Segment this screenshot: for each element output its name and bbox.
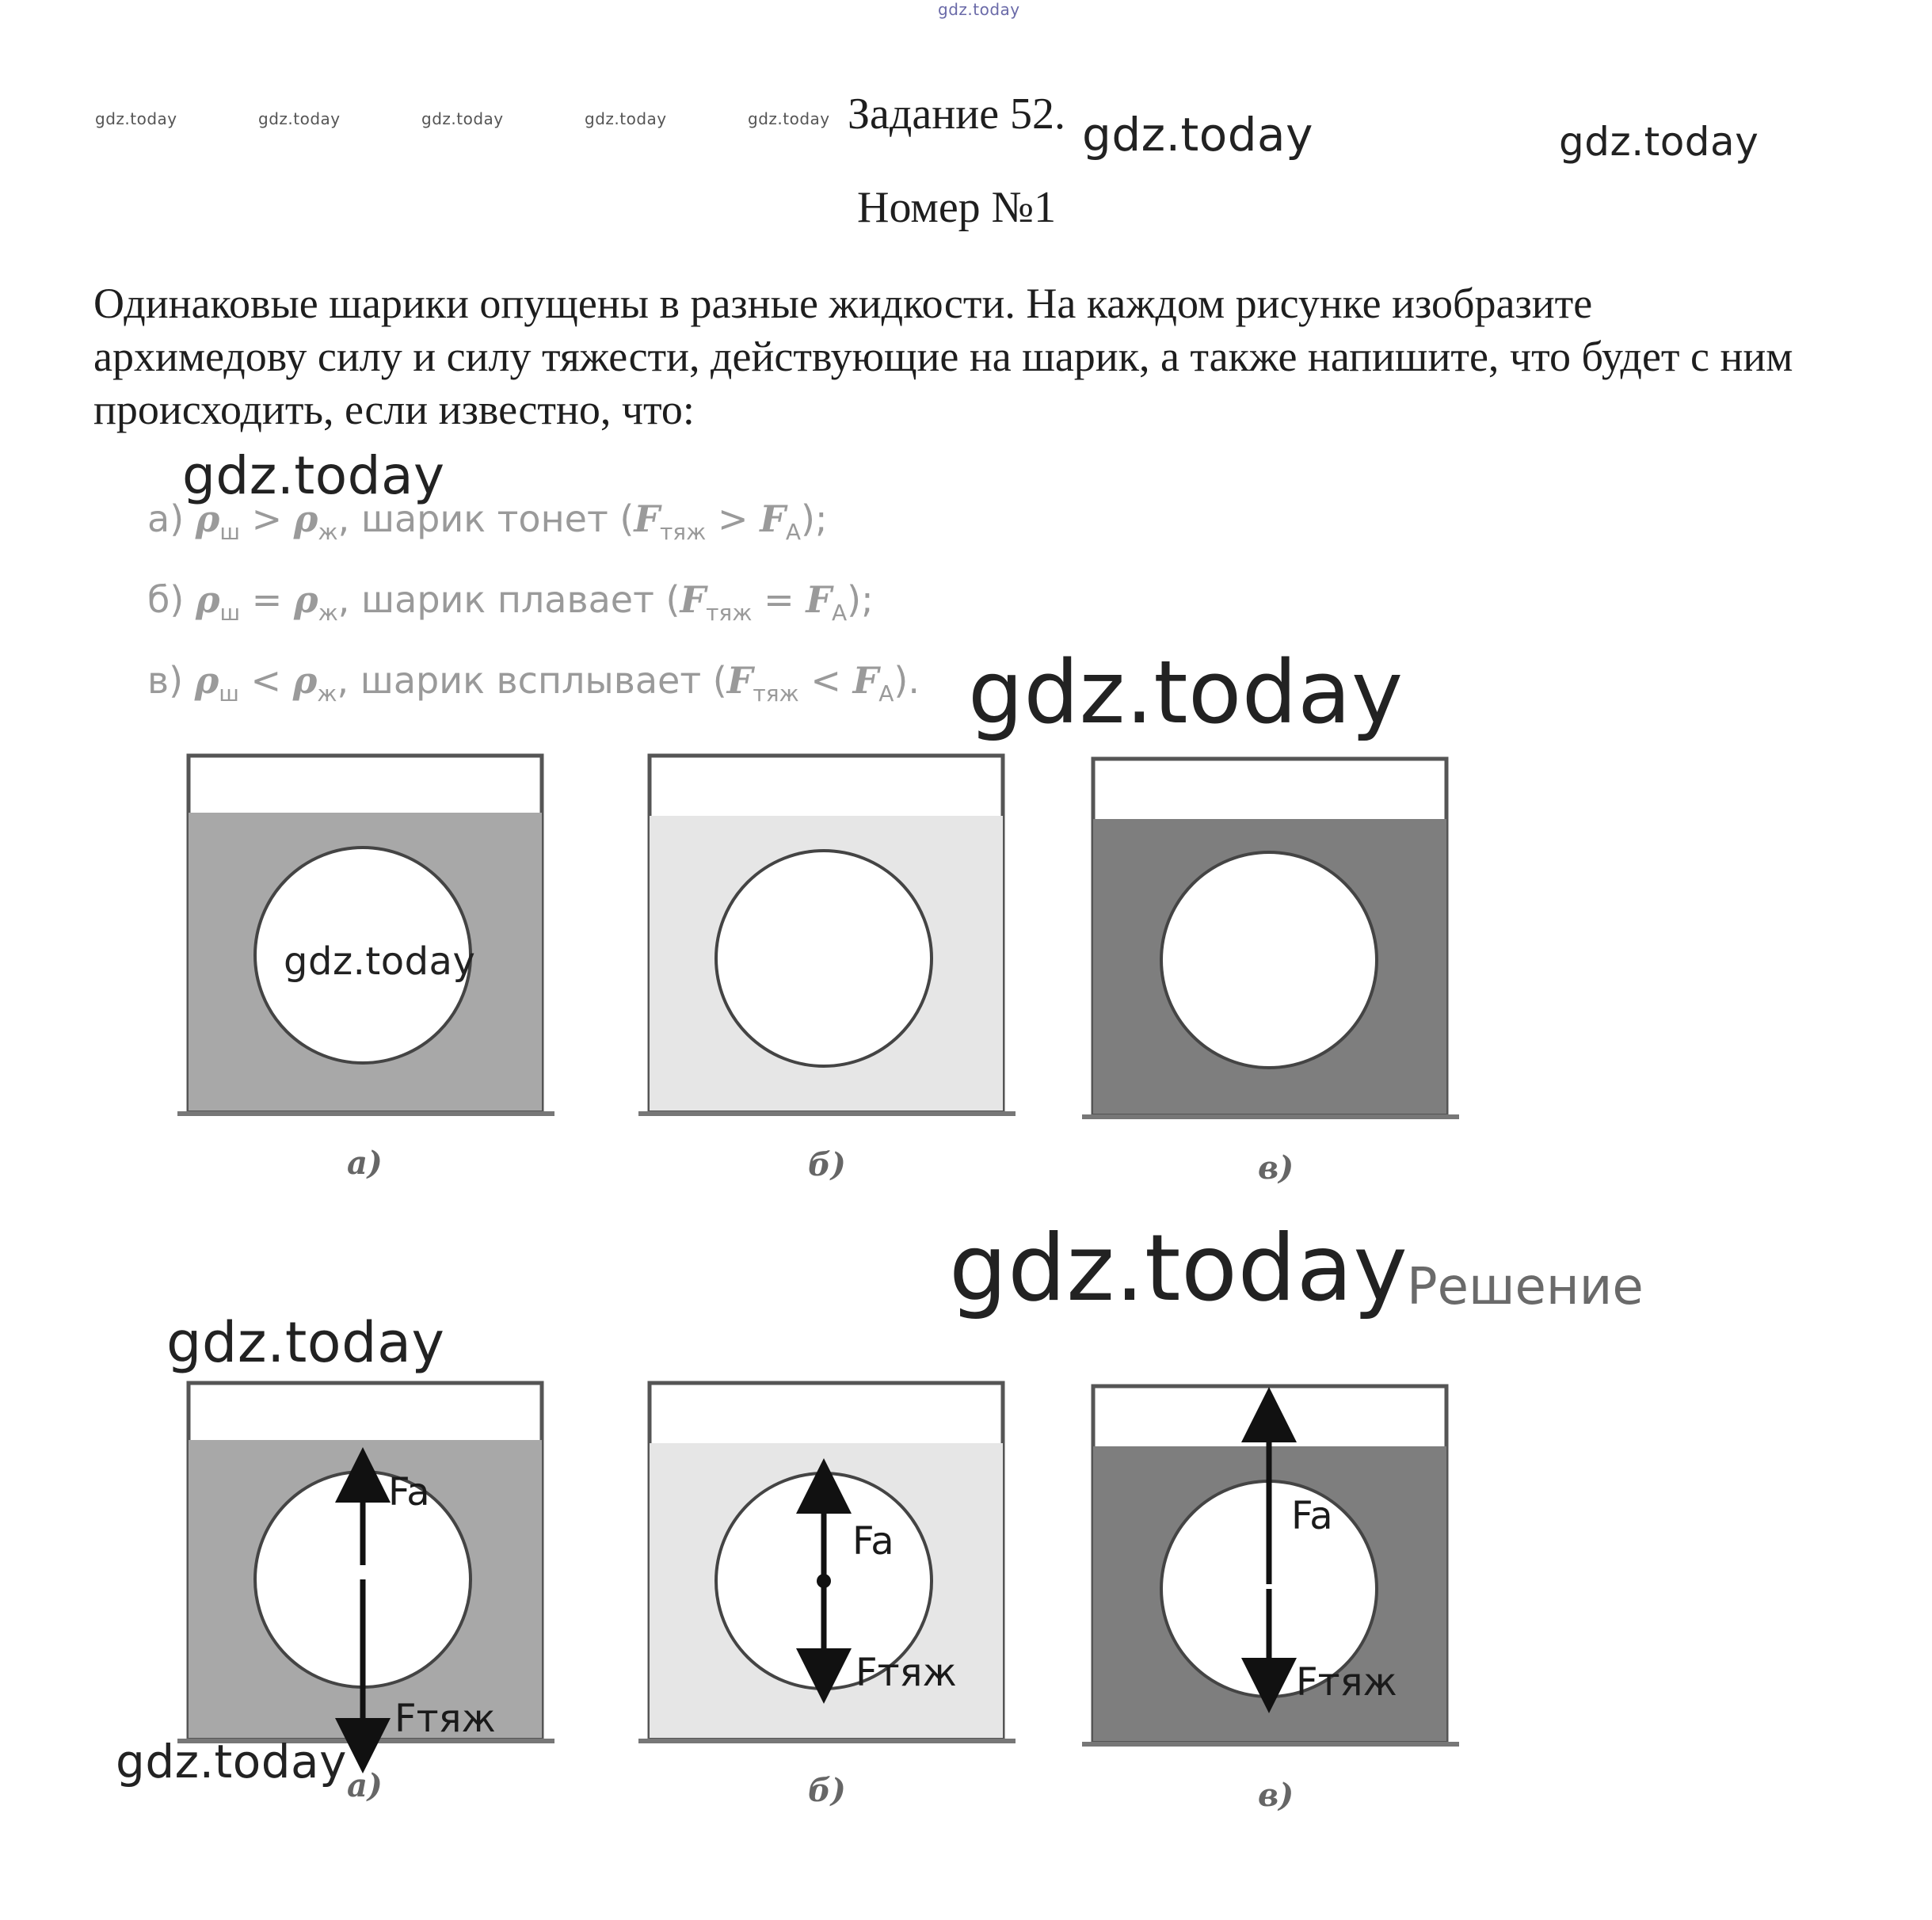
fig-label-top-c: в) xyxy=(1258,1149,1294,1187)
page-title: Задание 52. xyxy=(848,90,1066,139)
watermark-top: gdz.today xyxy=(938,0,1020,19)
watermark-row-2: gdz.today xyxy=(258,109,341,128)
watermark-in-circle: gdz.today xyxy=(284,939,476,984)
watermark-after-conditions: gdz.today xyxy=(968,642,1404,743)
fig-label-top-a: а) xyxy=(347,1145,383,1182)
watermark-before-solution: gdz.today xyxy=(949,1215,1408,1322)
fig-label-solution-b: б) xyxy=(808,1772,846,1809)
figure-top-c xyxy=(1082,759,1459,1187)
watermark-bottom-left: gdz.today xyxy=(116,1735,347,1789)
condition-b: б) $\rho_ш = \rho_ж$, шарик плавает $(F_{тяж} = F_A)$; xyxy=(147,578,874,627)
watermark-after-title: gdz.today xyxy=(1082,108,1313,162)
condition-a: а) $\rho_ш > \rho_ж$, шарик тонет $(F_{тяж} > F_A)$; xyxy=(147,497,828,546)
watermark-row-3: gdz.today xyxy=(421,109,504,128)
label-gravity-a: Fтяж xyxy=(394,1697,496,1741)
watermark-left-solution: gdz.today xyxy=(166,1310,445,1375)
watermark-above-conditions: gdz.today xyxy=(182,445,445,506)
ball-top-b xyxy=(716,851,932,1066)
label-gravity-b: Fтяж xyxy=(855,1651,957,1695)
task-text: Одинаковые шарики опущены в разные жидкости. На каждом рисунке изобразите архимедову силу и силу тяжести, действующие на шарик, а также напишите, что будет с ним происходить, если известно, что: xyxy=(93,280,1793,433)
fig-label-solution-c: в) xyxy=(1258,1777,1294,1814)
watermark-row-1: gdz.today xyxy=(95,109,177,128)
figure-solution-b xyxy=(638,1383,1016,1809)
figure-solution-c xyxy=(1082,1386,1459,1814)
label-force-a-c: Fa xyxy=(1291,1494,1333,1538)
label-gravity-c: Fтяж xyxy=(1296,1660,1397,1705)
center-point-b xyxy=(817,1574,831,1588)
ball-top-c xyxy=(1161,852,1377,1068)
label-force-a-a: Fa xyxy=(388,1470,430,1514)
fig-label-top-b: б) xyxy=(808,1146,846,1183)
watermark-right: gdz.today xyxy=(1559,119,1759,165)
fig-label-solution-a: а) xyxy=(347,1767,383,1804)
page-subtitle: Номер №1 xyxy=(857,183,1057,232)
condition-c: в) $\rho_ш < \rho_ж$, шарик всплывает $(F_{тяж} < F_A)$. xyxy=(147,659,920,707)
solution-title: Решение xyxy=(1407,1258,1644,1316)
label-force-a-b: Fa xyxy=(852,1519,894,1564)
watermark-row-4: gdz.today xyxy=(585,109,667,128)
watermark-row-5: gdz.today xyxy=(748,109,830,128)
figure-top-b xyxy=(638,756,1016,1183)
